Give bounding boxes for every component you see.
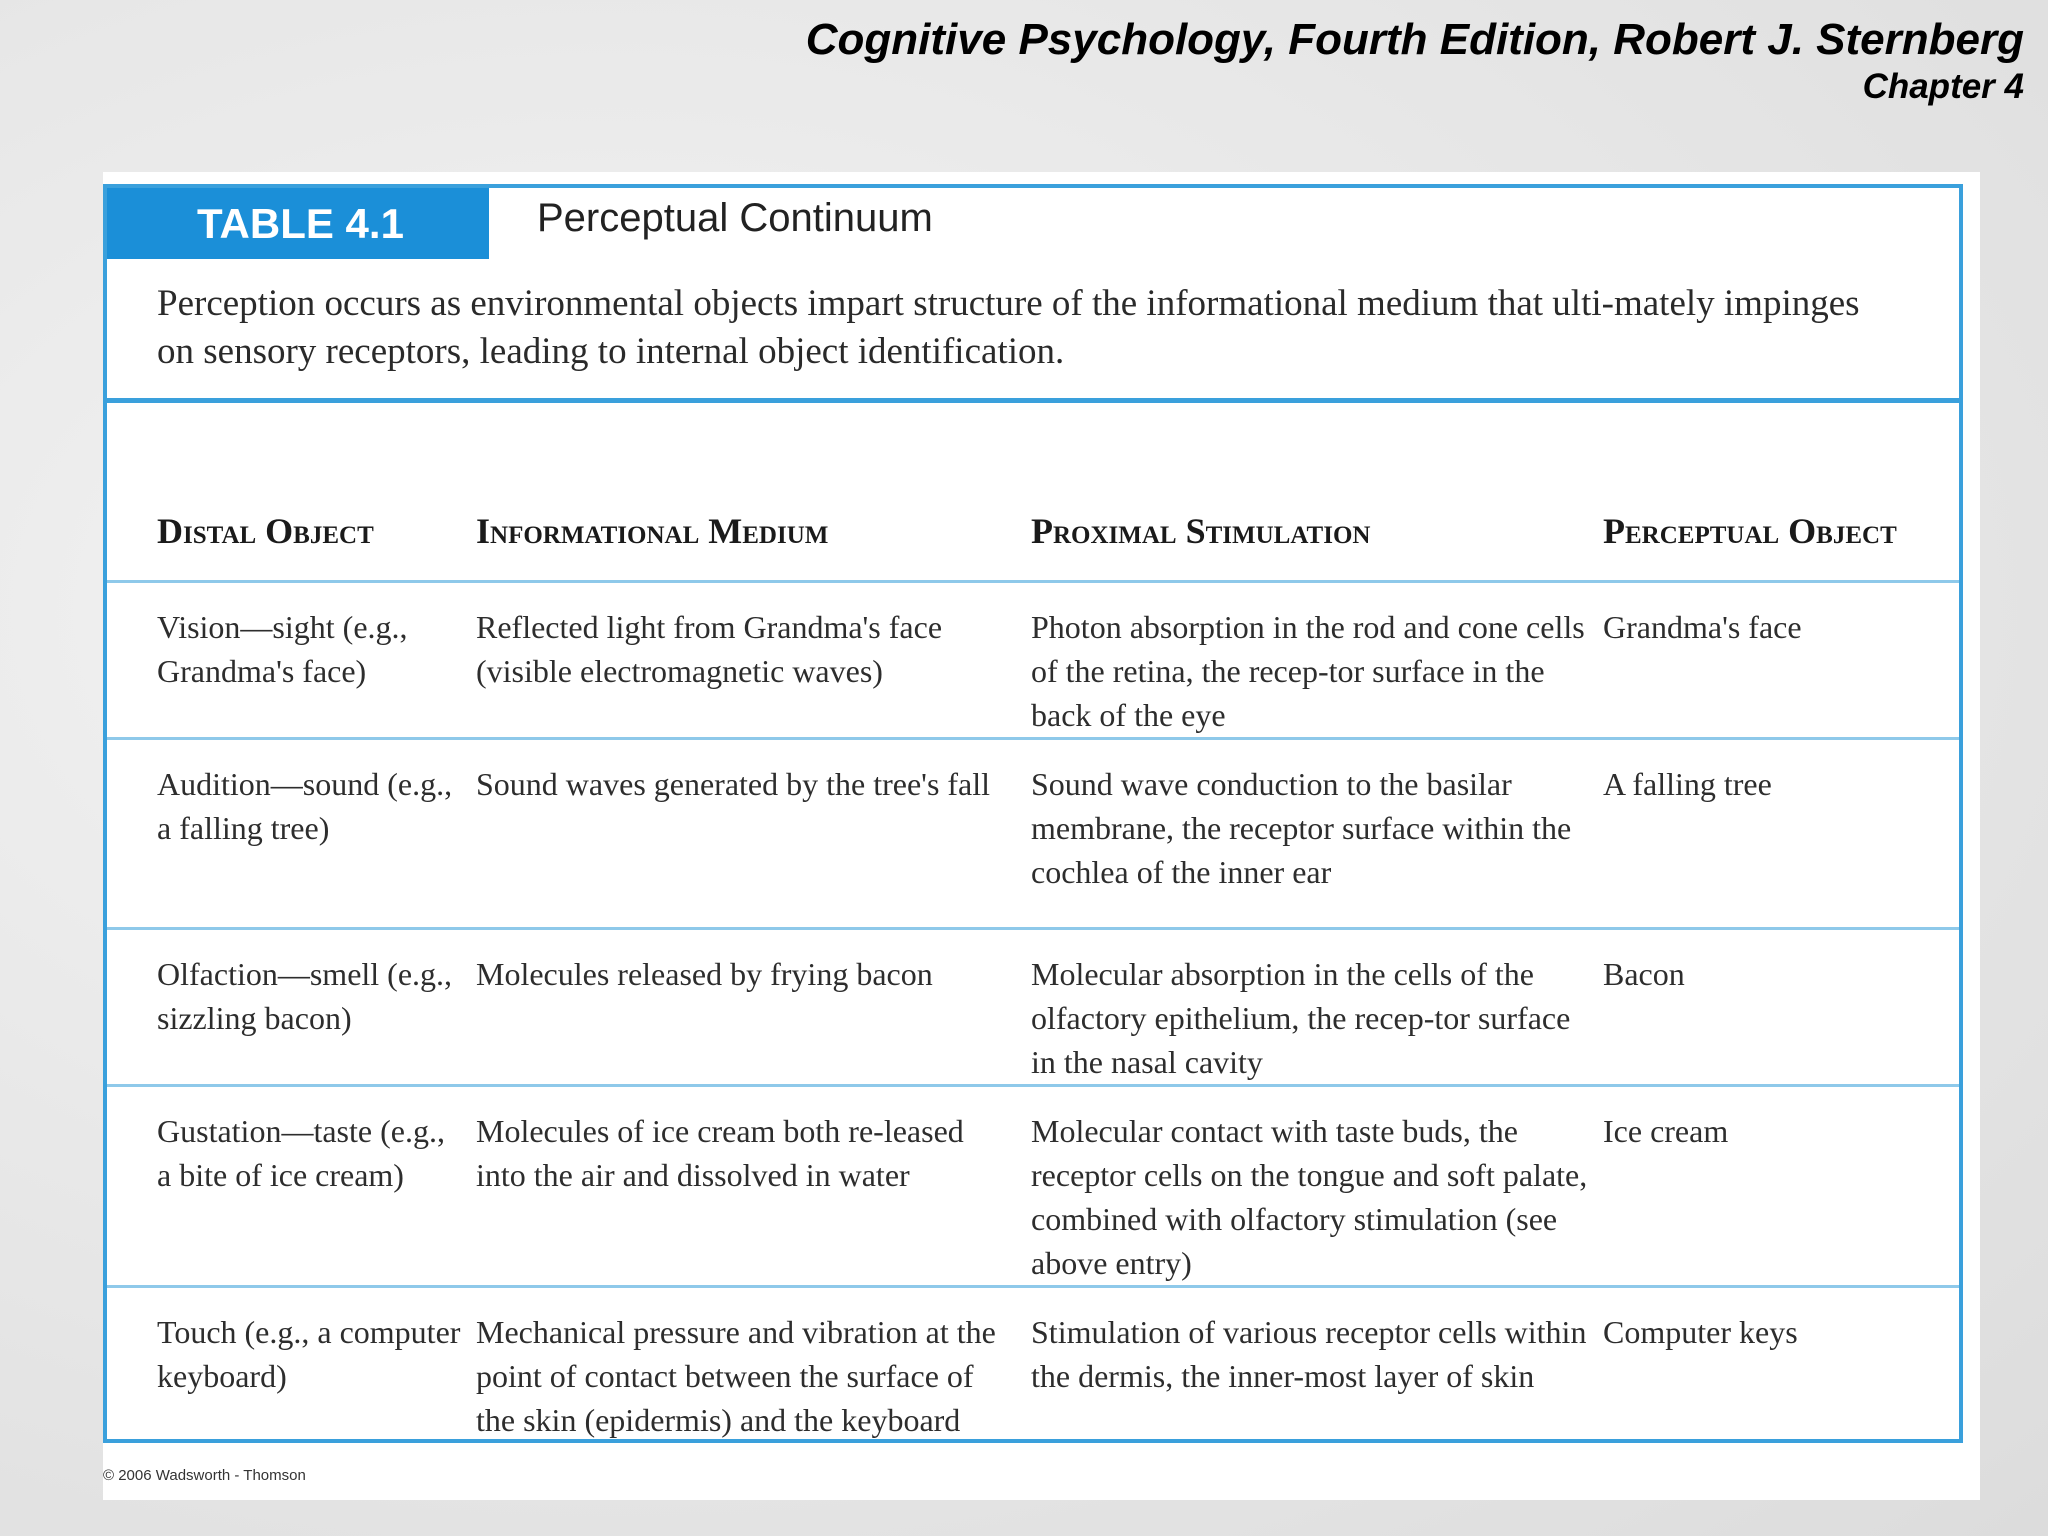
table-row <box>107 1086 1959 1287</box>
table-cell: Sound waves generated by the tree's fall <box>474 739 1029 929</box>
table-cell: Molecular absorption in the cells of the olfactory epithelium, the recep-tor surface in the nasal cavity <box>1029 929 1601 1086</box>
table-frame <box>103 184 1963 1443</box>
table-cell: Molecular contact with taste buds, the receptor cells on the tongue and soft palate, combined with olfactory stimulation (see above entry) <box>1029 1086 1601 1287</box>
table-cell: Computer keys <box>1601 1287 1959 1491</box>
table-cell: Stimulation of various receptor cells within the dermis, the inner-most layer of skin <box>1029 1287 1601 1491</box>
table-cell: Molecules released by frying bacon <box>474 929 1029 1086</box>
table-cell: Photon absorption in the rod and cone cells of the retina, the recep-tor surface in the back of the eye <box>1029 582 1601 739</box>
column-header-distal-object: Distal Object <box>157 511 374 551</box>
table-cell: Sound wave conduction to the basilar membrane, the receptor surface within the cochlea of the inner ear <box>1029 739 1601 929</box>
table-cell: Touch (e.g., a computer keyboard) <box>107 1287 474 1491</box>
slide-title: Cognitive Psychology, Fourth Edition, Robert J. Sternberg <box>805 15 2024 64</box>
table-cell: Olfaction—smell (e.g., sizzling bacon) <box>107 929 474 1086</box>
table-row <box>107 929 1959 1086</box>
table-cell: Molecules of ice cream both re-leased into the air and dissolved in water <box>474 1086 1029 1287</box>
table-cell: Vision—sight (e.g., Grandma's face) <box>107 582 474 739</box>
caption-divider <box>107 398 1959 403</box>
slide-subtitle: Chapter 4 <box>1862 67 2024 106</box>
copyright-notice: © 2006 Wadsworth - Thomson <box>103 1467 306 1484</box>
table-cell: Gustation—taste (e.g., a bite of ice cream) <box>107 1086 474 1287</box>
table-name: Perceptual Continuum <box>537 196 933 240</box>
table-cell: Mechanical pressure and vibration at the point of contact between the surface of the skin (epidermis) and the keyboard <box>474 1287 1029 1491</box>
table-row <box>107 1287 1959 1491</box>
table-cell: Ice cream <box>1601 1086 1959 1287</box>
table-page <box>103 172 1980 1500</box>
table-cell: A falling tree <box>1601 739 1959 929</box>
table-cell: Bacon <box>1601 929 1959 1086</box>
perceptual-continuum-table <box>107 410 1959 1490</box>
table-header-row <box>107 410 1959 582</box>
table-label: TABLE 4.1 <box>107 188 489 259</box>
table-cell: Audition—sound (e.g., a falling tree) <box>107 739 474 929</box>
table-cell: Reflected light from Grandma's face (visible electromagnetic waves) <box>474 582 1029 739</box>
slide-header <box>806 14 2024 108</box>
column-header-perceptual-object: Perceptual Object <box>1603 511 1897 551</box>
column-header-proximal-stimulation: Proximal Stimulation <box>1031 511 1371 551</box>
table-row <box>107 739 1959 929</box>
table-caption: Perception occurs as environmental objects impart structure of the informational medium that ulti-mately impinges on sensory receptors, leading to internal object identification. <box>157 283 1860 372</box>
table-row <box>107 582 1959 739</box>
table-cell: Grandma's face <box>1601 582 1959 739</box>
column-header-informational-medium: Informational Medium <box>476 511 829 551</box>
